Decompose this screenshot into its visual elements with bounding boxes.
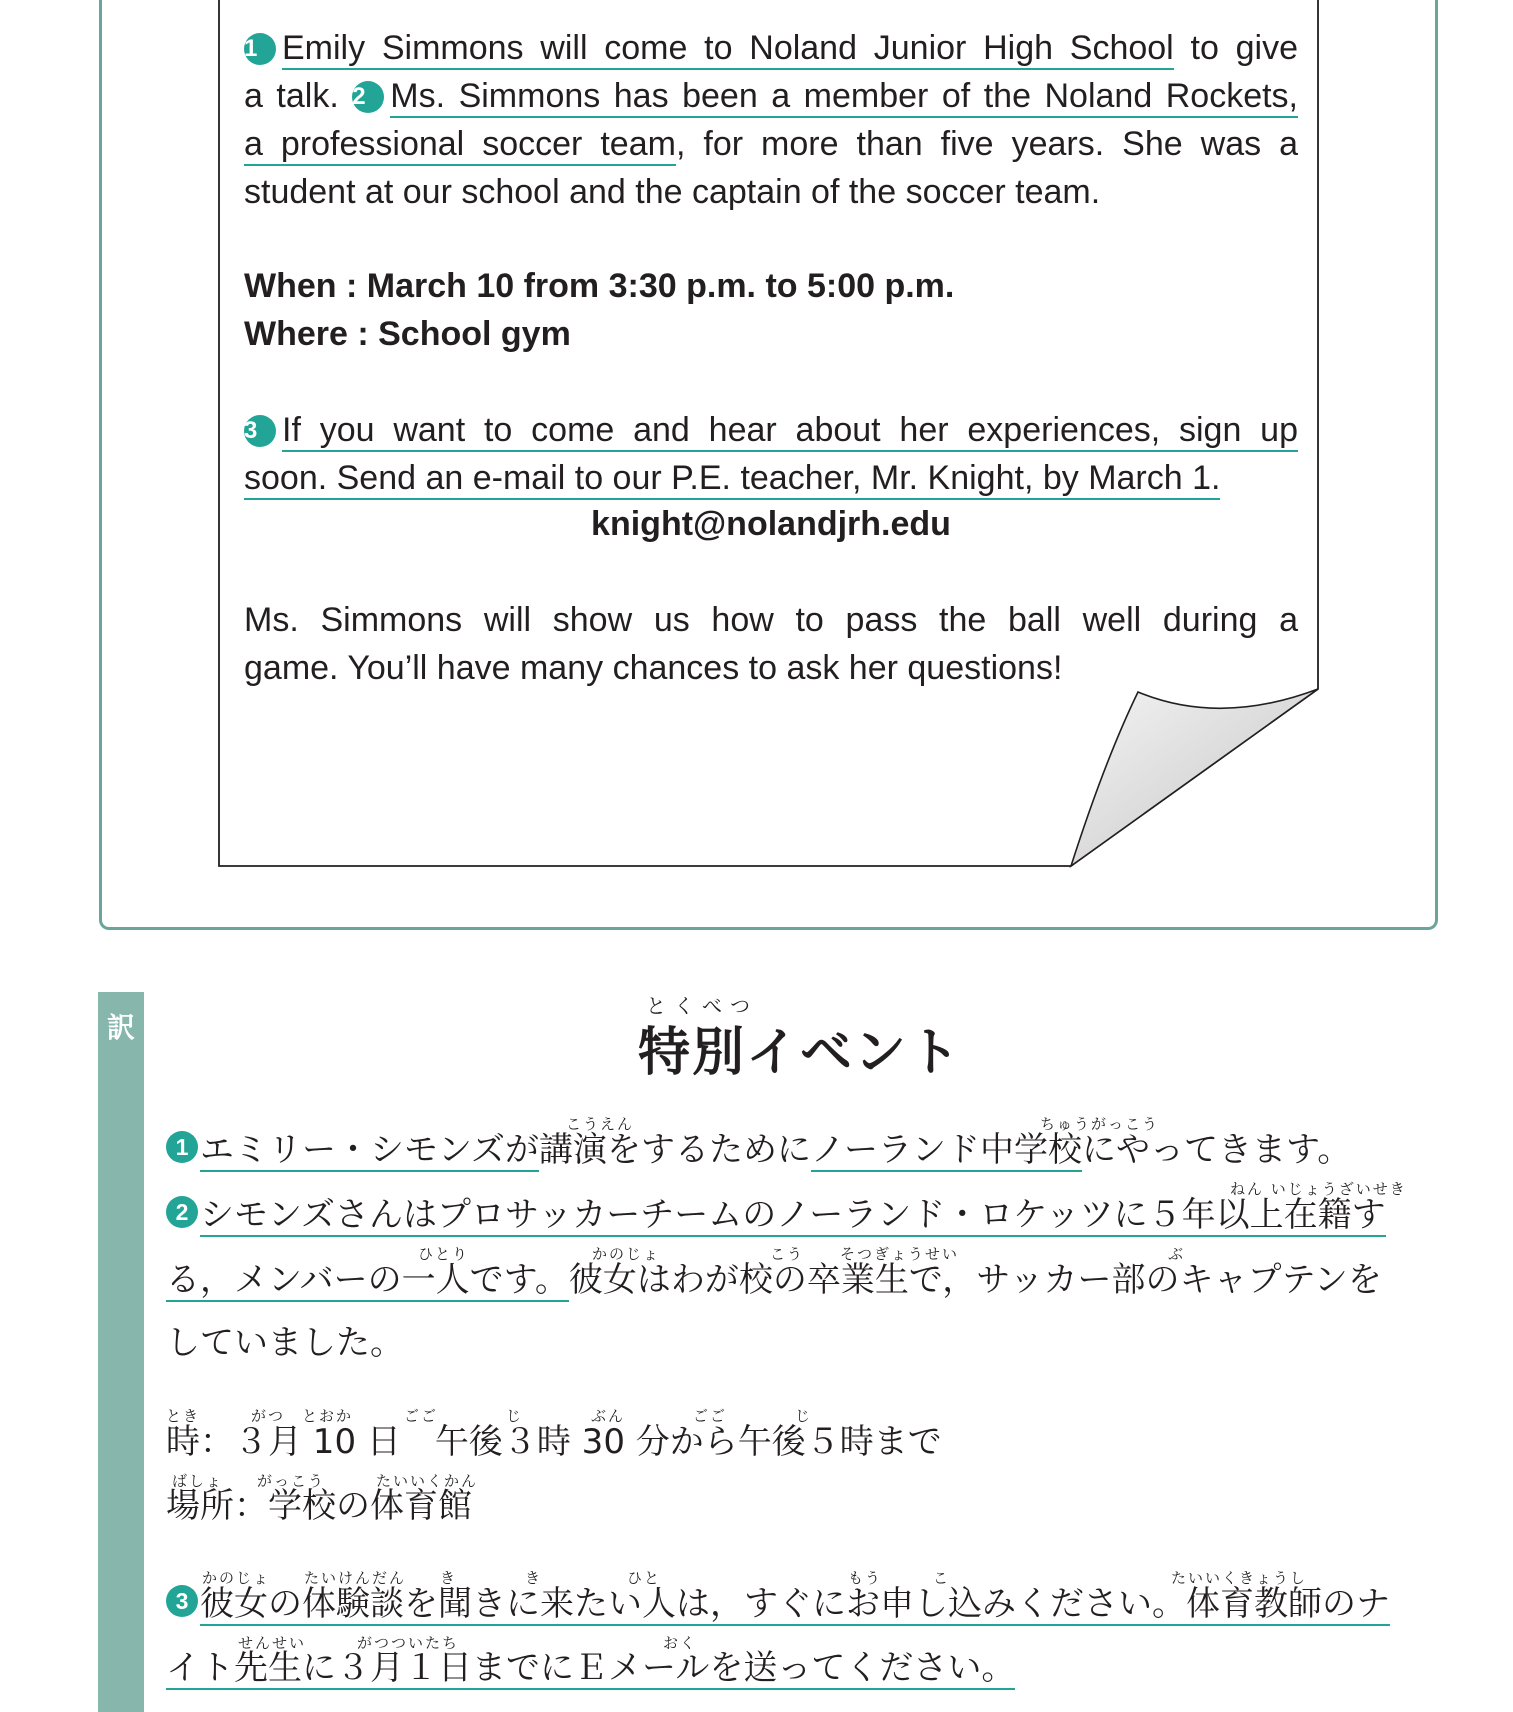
notice-line-3: a professional soccer team, for more than five years. She was a	[244, 120, 1298, 168]
ruby-text: ねん いじょうざいせき	[1230, 1180, 1407, 1198]
ruby-text: とき がつ とおか ごご じ ぶん ごご じ	[166, 1407, 813, 1425]
event-where: Where : School gym	[244, 315, 571, 353]
underlined-sentence-3a: If you want to come and hear about her experiences, sign up	[282, 411, 1298, 452]
ruby-text: そつぎょうせい	[840, 1245, 960, 1263]
translation-label: 訳	[106, 1011, 135, 1044]
underlined-sentence-2a: Ms. Simmons has been a member of the Noland Rockets,	[390, 77, 1298, 118]
notice-line-8: game. You’ll have many chances to ask her questions!	[244, 649, 1063, 687]
event-when: When : March 10 from 3:30 p.m. to 5:00 p.m.	[244, 267, 955, 305]
underlined-sentence-1: Emily Simmons will come to Noland Junior High School	[282, 29, 1174, 70]
notice-line-6	[244, 454, 1298, 502]
ruby-text: せんせい がつついたち おく	[238, 1634, 698, 1652]
ruby-text: ぶ	[1168, 1245, 1186, 1263]
number-badge-2: 2	[352, 81, 384, 113]
number-badge-1: 1	[166, 1131, 198, 1163]
jp-line-5: 3 彼女の体験談を聞きに来たい人は，すぐにお申し込みください。体育教師のナ	[166, 1574, 1441, 1634]
notice-line-5	[244, 406, 1298, 454]
translation-title: 特別イベント	[637, 1023, 962, 1083]
number-badge-3: 3	[166, 1585, 198, 1617]
jp-place: 場所：学校の体育館	[166, 1486, 472, 1526]
notice-line-2: a talk. 2 Ms. Simmons has been a member of the Noland Rockets,	[244, 72, 1298, 120]
ruby-text: かのじょ たいけんだん き き ひと もう こ たいいくきょうし	[202, 1569, 1308, 1587]
underlined-sentence-3b: soon. Send an e-mail to our P.E. teacher, Mr. Knight, by March 1.	[244, 459, 1220, 500]
jp-line-2: 2 シモンズさんはプロサッカーチームのノーランド・ロケッツに５年以上在籍す	[166, 1185, 1441, 1245]
email-address: knight@nolandjrh.edu	[591, 505, 951, 543]
notice-line-1: 1 Emily Simmons will come to Noland Junior High School to give	[244, 24, 1298, 72]
ruby-text: こうえん	[566, 1115, 635, 1133]
title-ruby: とくべつ	[646, 994, 758, 1018]
ruby-text: かのじょ	[592, 1245, 661, 1263]
number-badge-1: 1	[244, 33, 276, 65]
ruby-text: ばしょ がっこう たいいくかん	[172, 1472, 479, 1490]
jp-line-4: していました。	[166, 1323, 404, 1363]
number-badge-2: 2	[166, 1196, 198, 1228]
jp-time: 時：３月 10 日 午後３時 30 分から午後５時まで	[166, 1422, 942, 1462]
ruby-text: ひとり	[418, 1245, 470, 1263]
ruby-text: こう	[770, 1245, 805, 1263]
translation-sidebar	[98, 992, 144, 1712]
number-badge-3: 3	[244, 415, 276, 447]
jp-line-3: る，メンバーの一人です。彼女はわが校の卒業生で，サッカー部のキャプテンを	[166, 1260, 1382, 1300]
jp-line-6: イト先生に３月１日までにＥメールを送ってください。	[166, 1648, 1016, 1688]
underlined-sentence-2b: a professional soccer team	[244, 125, 676, 166]
notice-line-7: Ms. Simmons will show us how to pass the ball well during a	[244, 601, 1298, 639]
notice-line-4: student at our school and the captain of the soccer team.	[244, 173, 1101, 211]
jp-line-1: 1 エミリー・シモンズが講演をするためにノーランド中学校にやってきます。	[166, 1120, 1441, 1180]
ruby-text: ちゅうがっこう	[1040, 1115, 1160, 1133]
